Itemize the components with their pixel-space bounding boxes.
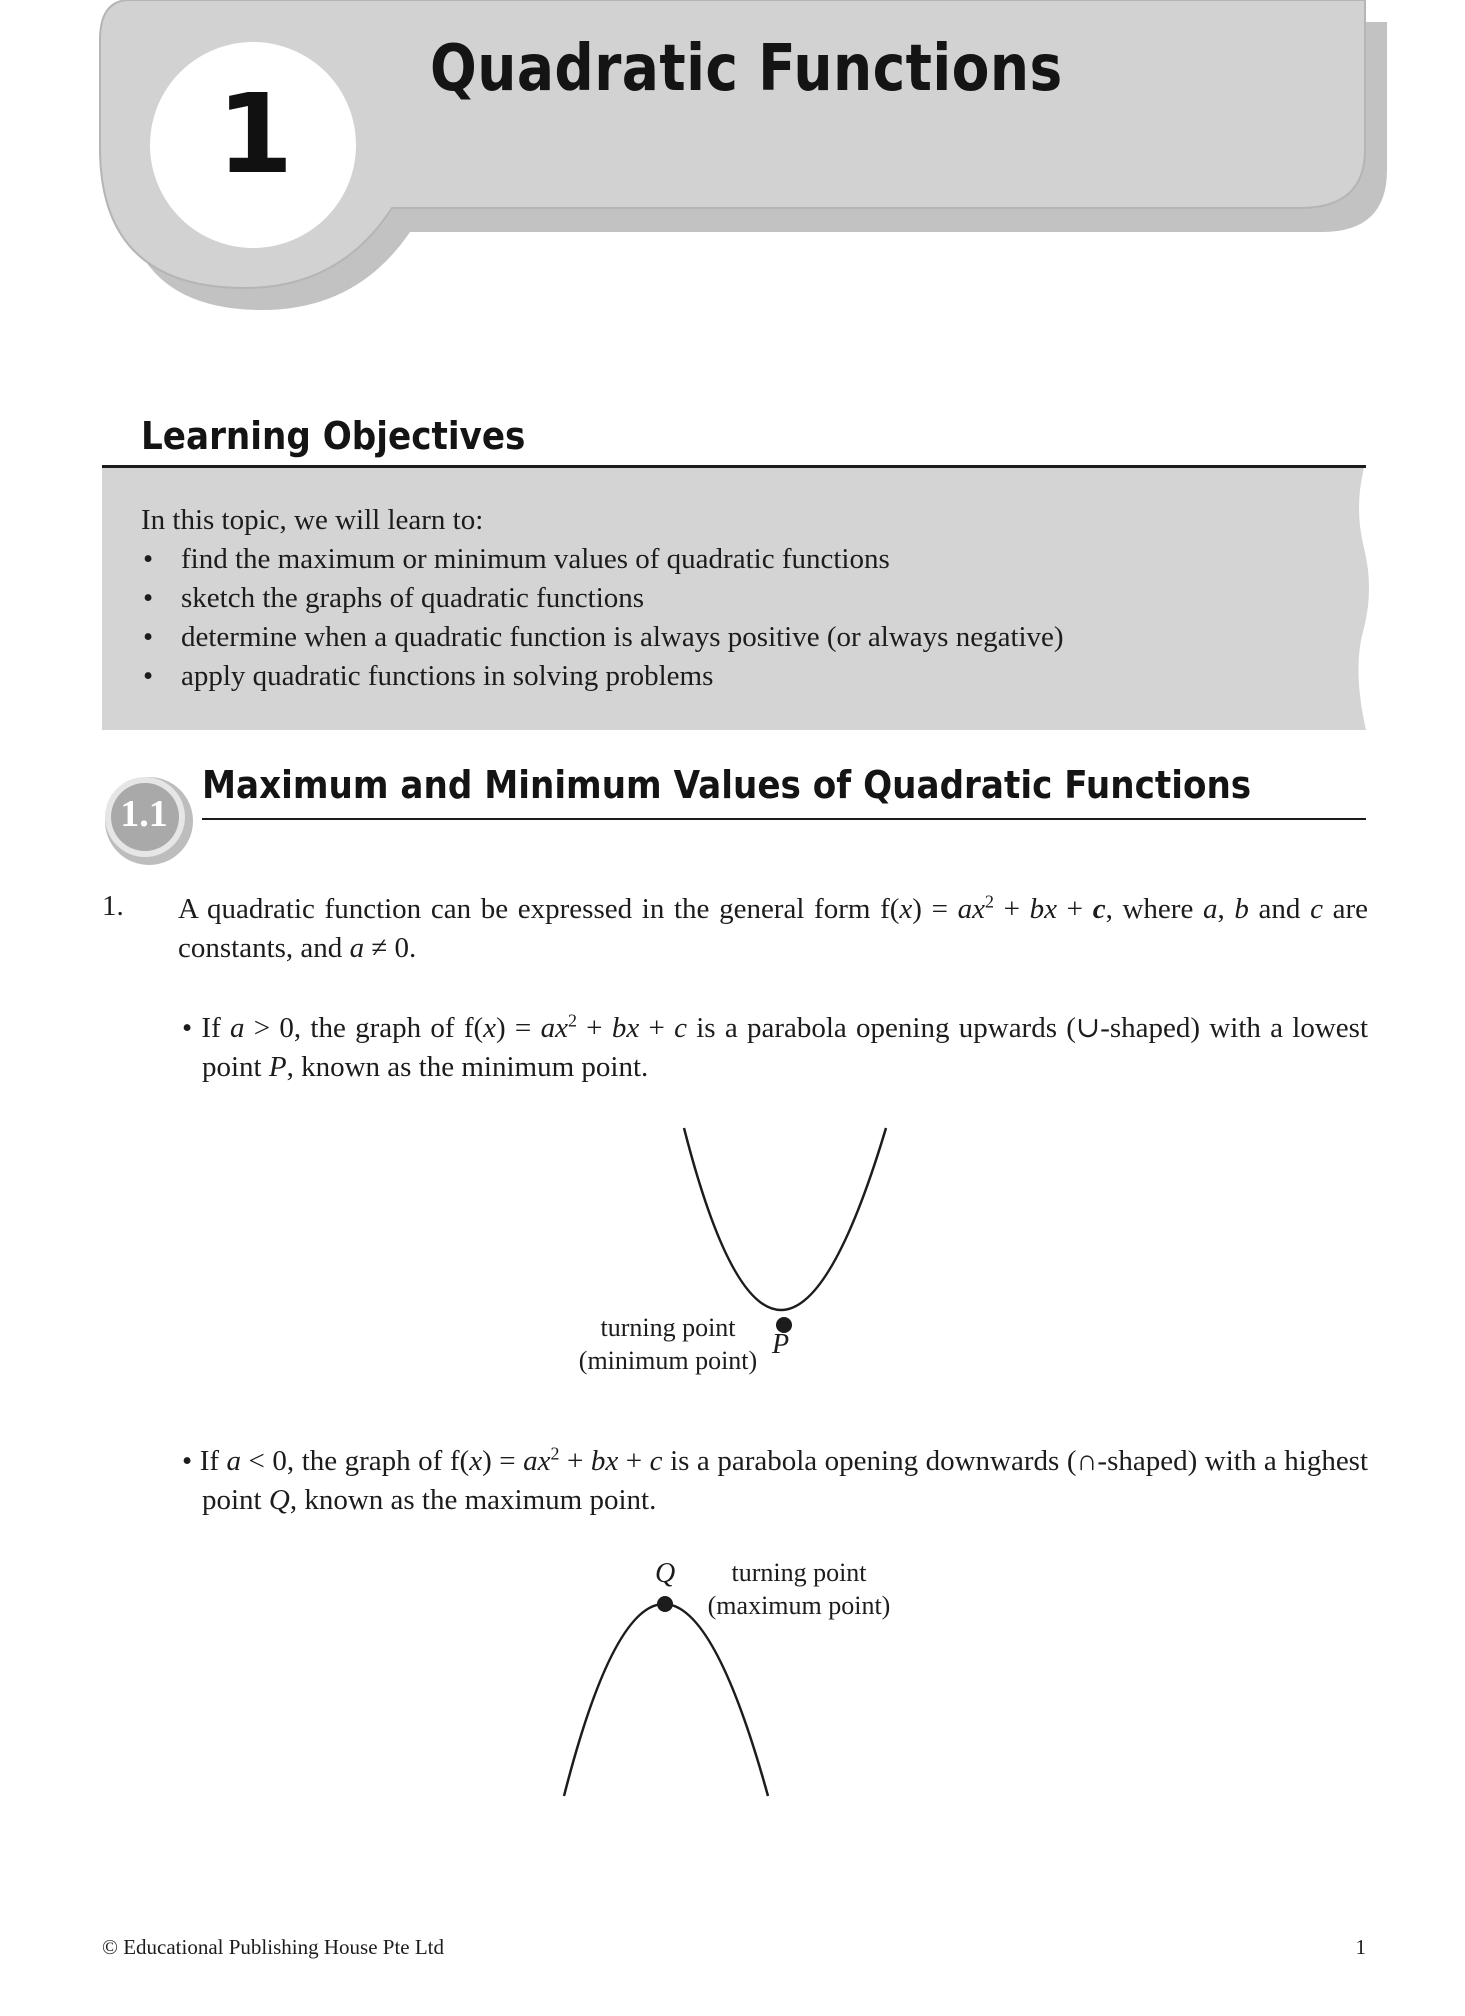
section-number: 1.1: [120, 793, 168, 835]
list-item: [141, 540, 1064, 579]
footer-publisher: © Educational Publishing House Pte Ltd: [102, 1935, 445, 1959]
minimum-case-text: • If a > 0, the graph of $f(x) = ax^2$ + bx + c is a parabola opening upwards (∪-shaped) with a lowest point P, known as the minimum point.: [182, 1010, 1369, 1083]
list-item: [141, 618, 1064, 657]
objective-text: find the maximum or minimum values of quadratic functions: [181, 543, 890, 575]
point-q-label: Q: [655, 1558, 676, 1589]
section-title: Maximum and Minimum Values of Quadratic Functions: [202, 763, 1252, 807]
upward-parabola: [684, 1128, 886, 1310]
bullet-icon: •: [143, 660, 154, 692]
objective-text: determine when a quadratic function is always positive (or always negative): [181, 621, 1064, 653]
objectives-content: [141, 501, 1064, 696]
bullet-icon: •: [143, 543, 154, 575]
maximum-case-text: • If a < 0, the graph of $f(x) = ax^2$ + bx + c is a parabola opening downwards (∩-shaped) with a highest point Q, known as the maximum point.: [182, 1443, 1369, 1516]
chapter-title: Quadratic Functions: [430, 32, 1063, 106]
maximum-point-marker: [657, 1596, 673, 1612]
minimum-point-label: turning point (minimum point): [578, 1313, 758, 1375]
objective-text: apply quadratic functions in solving problems: [181, 660, 714, 692]
downward-parabola: [564, 1604, 768, 1796]
point-text: A quadratic function can be expressed in the general form $f(x) = ax^2$ + bx + c, where a, b and c are constants, and a ≠ 0.: [178, 891, 1368, 964]
objective-text: sketch the graphs of quadratic functions: [181, 582, 645, 614]
chapter-number: 1: [216, 70, 294, 198]
bullet-icon: •: [143, 582, 154, 614]
learning-objectives-heading: Learning Objectives: [141, 414, 526, 458]
page-number: 1: [1355, 1935, 1366, 1959]
list-item: [141, 579, 1064, 618]
maximum-point-label: turning point (maximum point): [707, 1558, 891, 1620]
bullet-icon: •: [143, 621, 154, 653]
objectives-intro: In this topic, we will learn to:: [141, 504, 484, 536]
objectives-list: [141, 540, 1064, 696]
point-p-label: P: [772, 1329, 790, 1360]
point-number: 1.: [102, 890, 124, 922]
section-rule: [202, 818, 1366, 820]
list-item: [141, 657, 1064, 696]
